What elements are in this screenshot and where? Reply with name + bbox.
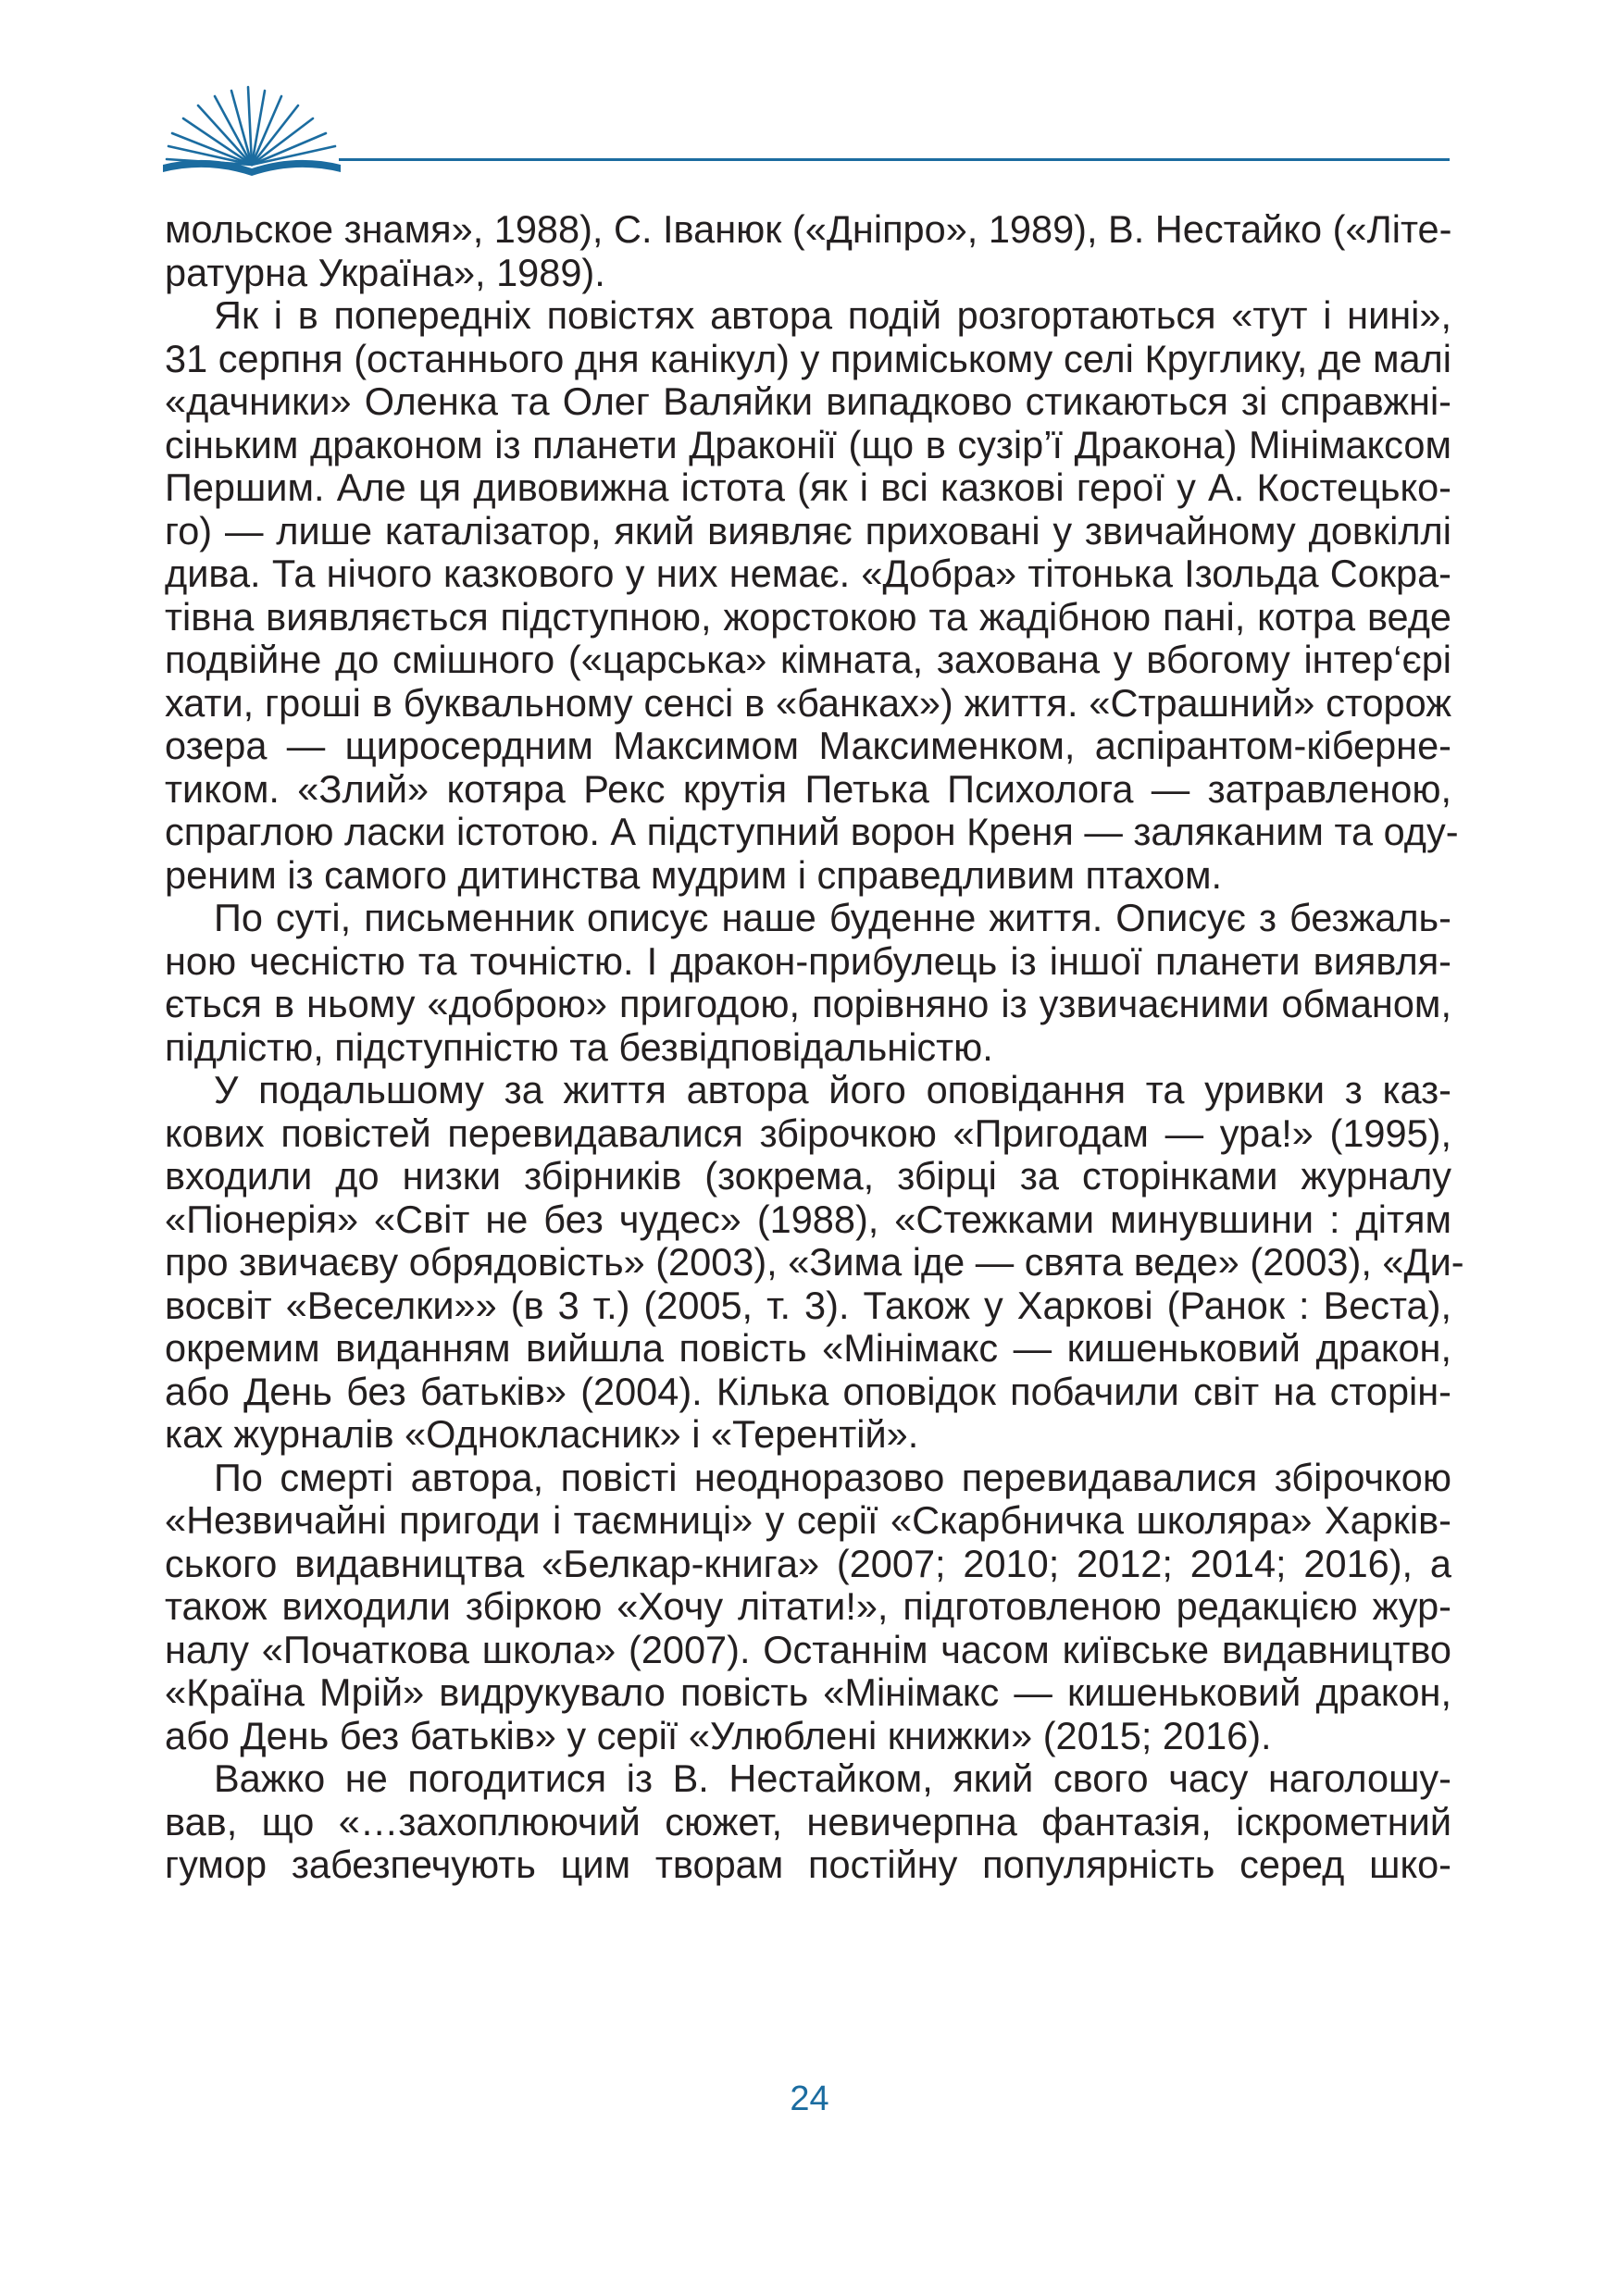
text-line: «Країна Мрій» видрукувало повість «Мінімакс — кишеньковий дракон, <box>165 1670 1451 1714</box>
text-line: озера — щиросердним Максимом Максименком, аспірантом-кіберне- <box>165 724 1451 767</box>
text-line: або День без батьків» у серії «Улюблені книжки» (2015; 2016). <box>165 1713 1272 1757</box>
text-line: або День без батьків» (2004). Кілька оповідок побачили світ на сторін- <box>165 1369 1451 1413</box>
text-line: ках журналів «Однокласник» і «Терентій». <box>165 1412 919 1456</box>
text-line: гумор забезпечують цим творам постійну популярність серед шко- <box>165 1843 1451 1886</box>
text-line: окремим виданням вийшла повість «Мінімакс — кишеньковий дракон, <box>165 1326 1451 1370</box>
paragraph <box>165 1068 1464 1457</box>
body-text <box>165 207 1464 1887</box>
paragraph <box>165 1457 1451 1758</box>
text-line: тівна виявляється підступною, жорстокою та жадібною пані, котра веде <box>165 594 1451 639</box>
text-line: про звичаєву обрядовість» (2003), «Зима іде — свята веде» (2003), «Ди- <box>165 1240 1464 1284</box>
text-line: «дачники» Оленка та Олег Валяйки випадково стикаються зі справжні- <box>165 379 1451 423</box>
text-line: ною чесністю та точністю. І дракон-прибулець із іншої планети виявля- <box>165 938 1451 983</box>
text-line: реним із самого дитинства мудрим і справедливим птахом. <box>165 852 1223 897</box>
open-book-icon <box>159 80 344 177</box>
text-line: входили до низки збірників (зокрема, збірці за сторінками журналу <box>165 1154 1451 1198</box>
text-line: подвійне до смішного («царська» кімната, захована у вбогому інтер‘єрі <box>165 638 1451 681</box>
text-line: «Незвичайні пригоди і таємниці» у серії «Скарбничка школяра» Харків- <box>165 1498 1451 1542</box>
text-line: Як і в попередніх повістях автора подій розгортаються «тут і нині», <box>214 293 1451 337</box>
text-line: восвіт «Веселки»» (в 3 т.) (2005, т. 3). Також у Харкові (Ранок : Веста), <box>165 1283 1451 1327</box>
text-line: мольское знамя», 1988), С. Іванюк («Дніпро», 1989), В. Нестайко («Літе- <box>165 207 1452 251</box>
text-line: Першим. Але ця дивовижна істота (як і всі казкові герої у А. Костецько- <box>165 465 1451 509</box>
text-line: сіньким драконом із планети Драконії (що в сузір’ї Дракона) Мінімаксом <box>165 422 1451 466</box>
text-line: тиком. «Злий» котяра Рекс крутія Петька Психолога — затравленою, <box>165 766 1451 811</box>
text-line: 31 серпня (останнього дня канікул) у приміському селі Круглику, де малі <box>165 336 1451 380</box>
text-line: вав, що «…захоплюючий сюжет, невичерпна фантазія, іскрометний <box>165 1799 1451 1843</box>
header-rule <box>339 158 1450 161</box>
text-line: ського видавництва «Белкар-книга» (2007; 2010; 2012; 2014; 2016), а <box>165 1541 1451 1585</box>
text-line: го) — лише каталізатор, який виявляє приховані у звичайному довкіллі <box>165 508 1451 552</box>
text-line: «Піонерія» «Світ не без чудес» (1988), «Стежками минувшини : дітям <box>165 1197 1451 1241</box>
paragraph <box>165 897 1451 1069</box>
text-line: У подальшому за життя автора його оповідання та уривки з каз- <box>214 1068 1451 1111</box>
text-line: По суті, письменник описує наше буденне життя. Описує з безжаль- <box>214 896 1451 939</box>
text-line: підлістю, підступністю та безвідповідальністю. <box>165 1024 993 1069</box>
text-line: ється в ньому «доброю» пригодою, порівняно із узвичаєними обманом, <box>165 982 1451 1025</box>
text-line: ратурна Україна», 1989). <box>165 250 605 294</box>
text-line: спраглою ласки істотою. А підступний ворон Креня — заляканим та оду- <box>165 810 1459 853</box>
text-line: кових повістей перевидавалися збірочкою «Пригодам — ура!» (1995), <box>165 1111 1451 1155</box>
text-line: дива. Та нічого казкового у них немає. «Добра» тітонька Ізольда Сокра- <box>165 552 1451 595</box>
paragraph <box>165 208 1451 294</box>
text-line: По смерті автора, повісті неодноразово перевидавалися збірочкою <box>214 1455 1451 1499</box>
paragraph <box>165 293 1459 897</box>
text-line: Важко не погодитися із В. Нестайком, який свого часу наголошу- <box>214 1756 1451 1800</box>
text-line: хати, гроші в буквальному сенсі в «банках») життя. «Страшний» сторож <box>165 680 1451 725</box>
text-line: також виходили збіркою «Хочу літати!», підготовленою редакцією жур- <box>165 1584 1451 1628</box>
text-line: налу «Початкова школа» (2007). Останнім часом київське видавництво <box>165 1627 1451 1671</box>
page-number: 24 <box>790 2079 829 2118</box>
paragraph <box>165 1757 1451 1887</box>
